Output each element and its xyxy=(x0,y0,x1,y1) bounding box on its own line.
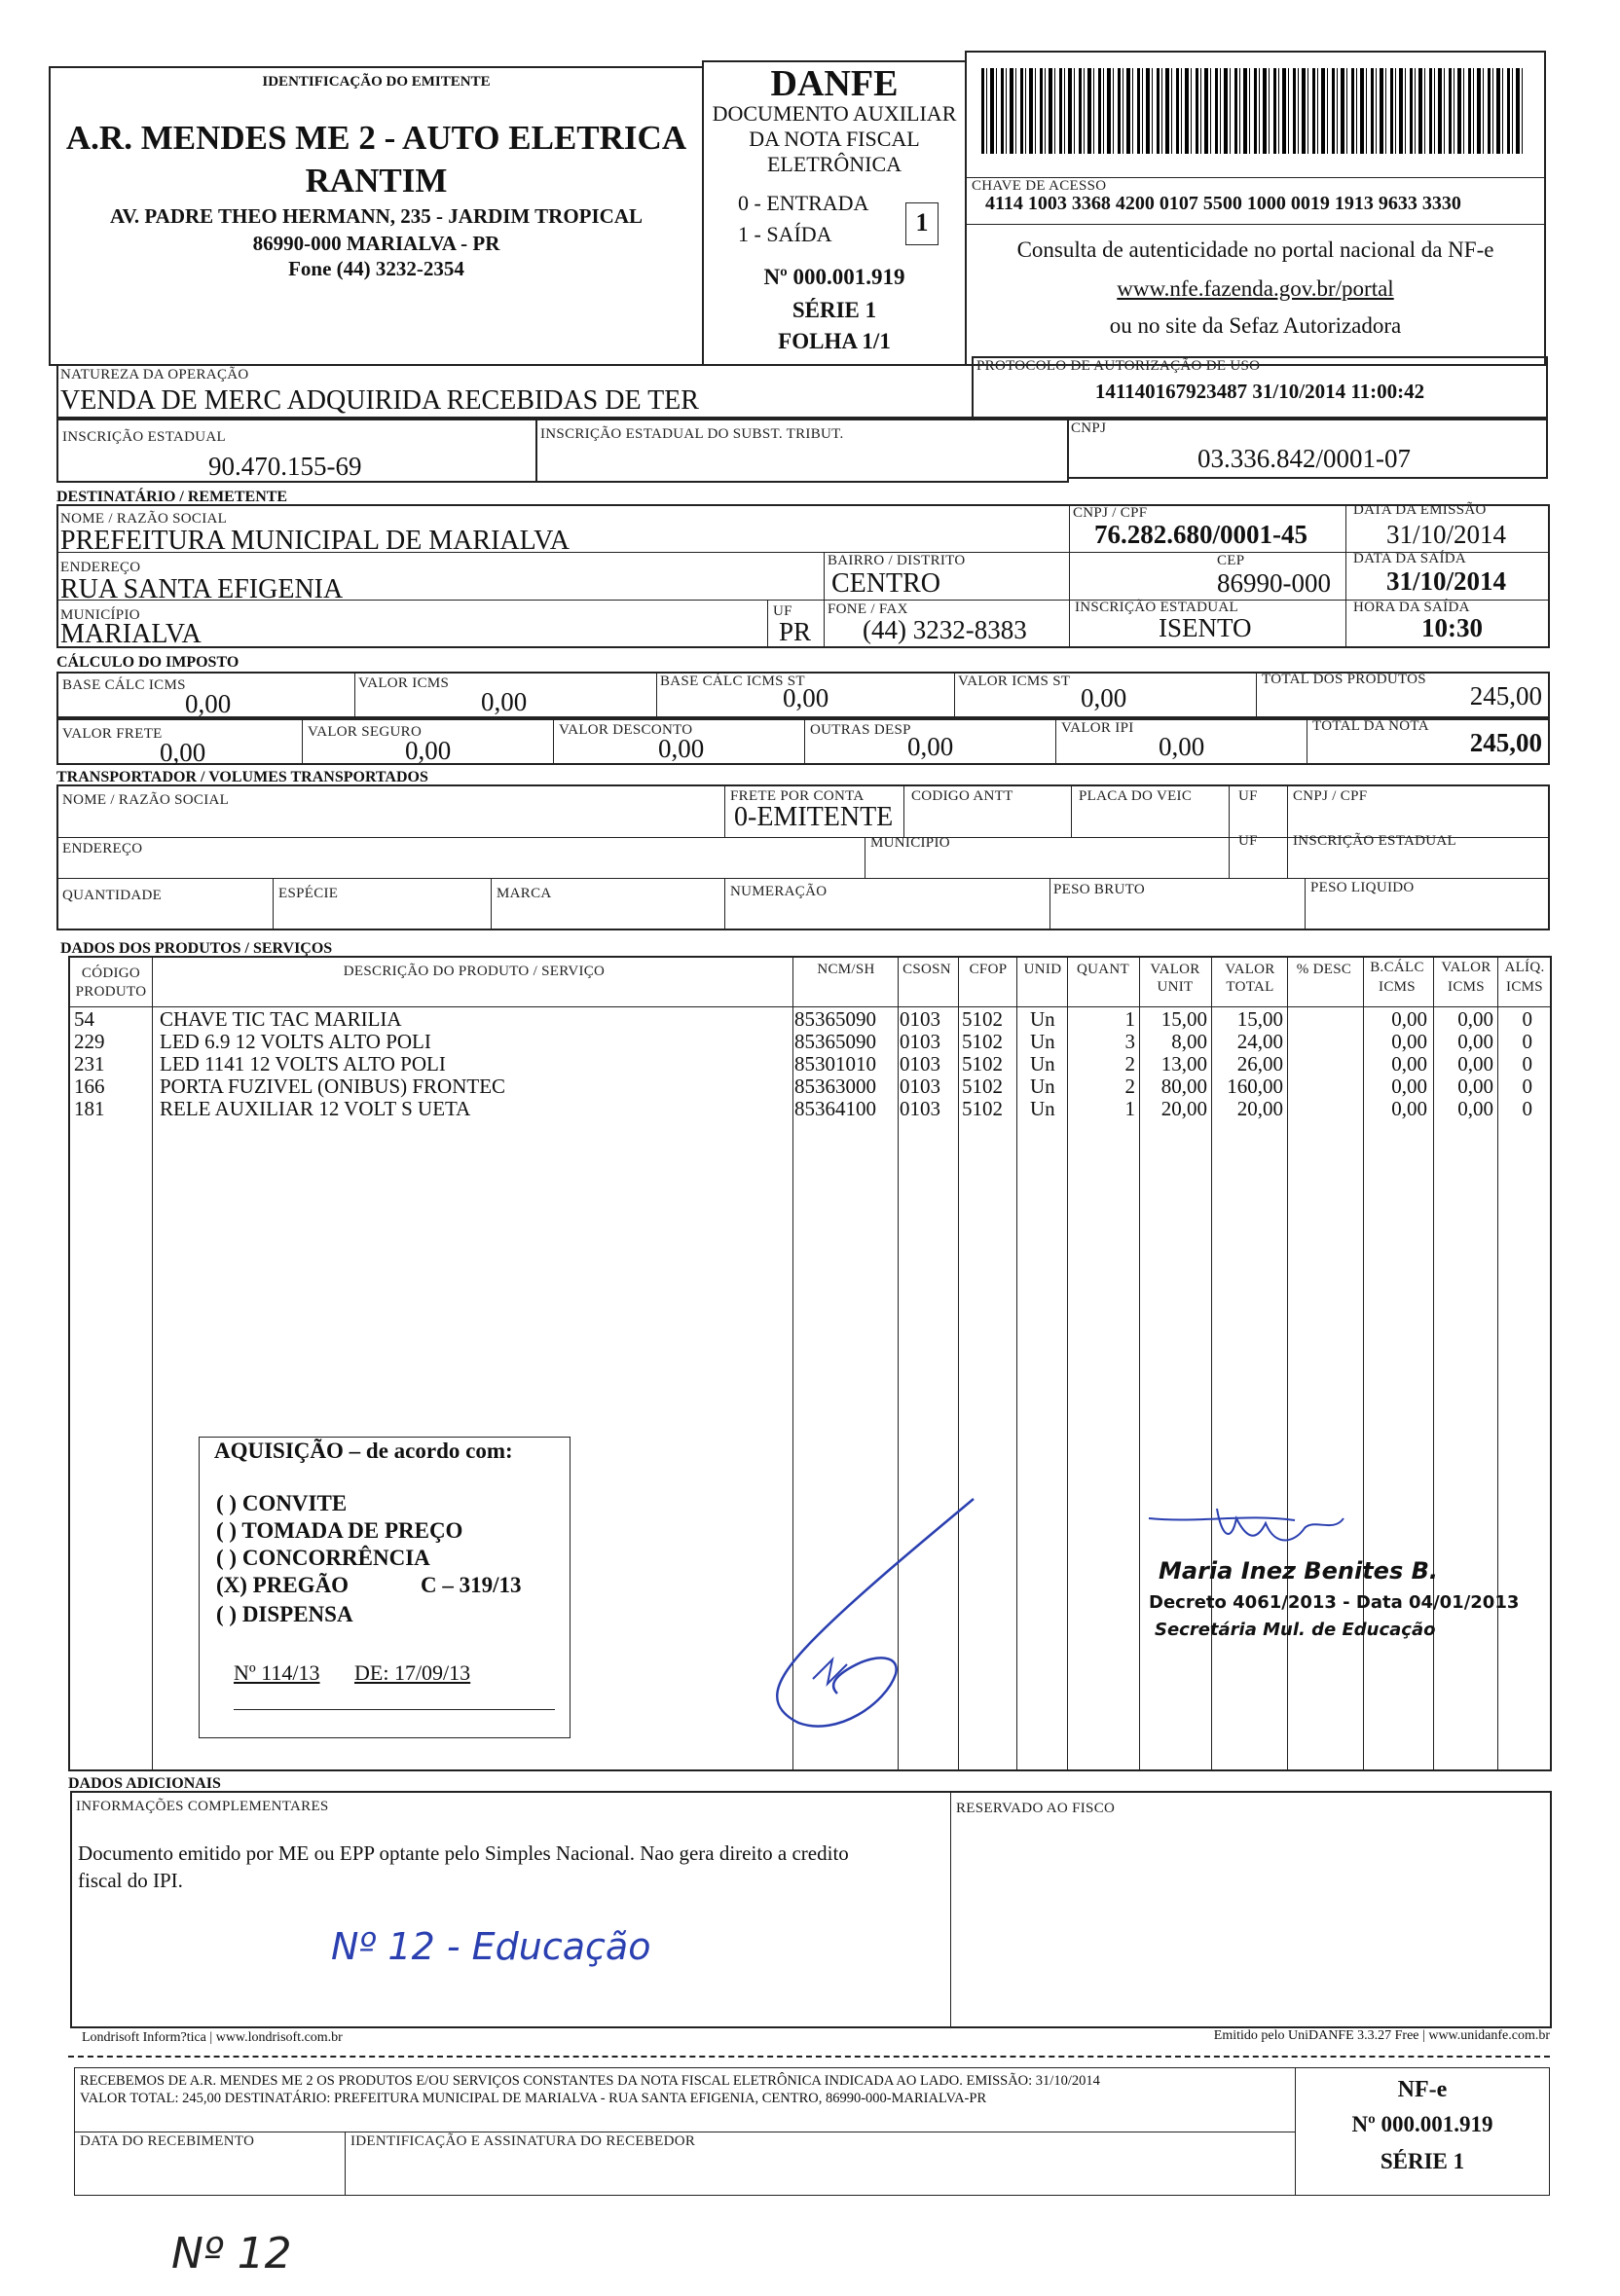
trans-quantidade-label: QUANTIDADE xyxy=(62,888,163,903)
total-produtos-label: TOTAL DOS PRODUTOS xyxy=(1262,672,1426,687)
consulta-line-3: ou no site da Sefaz Autorizadora xyxy=(1109,313,1402,338)
cnpj-value: 03.336.842/0001-07 xyxy=(1197,444,1411,473)
stamp-opt-5: ( ) DISPENSA xyxy=(216,1602,353,1626)
emitente-name-2: RANTIM xyxy=(305,162,448,200)
danfe-serie: SÉRIE 1 xyxy=(792,298,877,322)
imposto-section: CÁLCULO DO IMPOSTO xyxy=(56,654,239,671)
stamp-numero: Nº 114/13 xyxy=(234,1660,320,1685)
dest-hora-label: HORA DA SAÍDA xyxy=(1353,600,1470,615)
info-label: INFORMAÇÕES COMPLEMENTARES xyxy=(76,1799,329,1814)
footer-right: Emitido pelo UniDANFE 3.3.27 Free | www.unidanfe.com.br xyxy=(1213,2028,1550,2043)
dest-cnpj-label: CNPJ / CPF xyxy=(1073,505,1148,521)
danfe-subtitle-1: DOCUMENTO AUXILIAR xyxy=(712,101,957,126)
h-quant: QUANT xyxy=(1077,962,1129,977)
product-vicms: 0,00 xyxy=(1457,1030,1493,1053)
stamp-data: DE: 17/09/13 xyxy=(354,1660,471,1685)
h-desc: % DESC xyxy=(1296,962,1352,977)
fisco-label: RESERVADO AO FISCO xyxy=(956,1801,1116,1816)
product-descricao: PORTA FUZIVEL (ONIBUS) FRONTEC xyxy=(160,1075,506,1098)
barcode-image xyxy=(981,68,1527,154)
ipi-label: VALOR IPI xyxy=(1061,720,1134,736)
dest-cep: 86990-000 xyxy=(1217,568,1331,598)
product-csosn: 0103 xyxy=(900,1007,940,1031)
h-aliq-1: ALÍQ. xyxy=(1504,960,1545,975)
h-vtotal-1: VALOR xyxy=(1225,962,1275,977)
produtos-section: DADOS DOS PRODUTOS / SERVIÇOS xyxy=(60,940,333,957)
sig-name: Maria Inez Benites B. xyxy=(1159,1557,1438,1585)
dest-col-uf xyxy=(767,600,768,648)
base-icms-value: 0,00 xyxy=(185,689,232,718)
stamp-opt-4: (X) PREGÃO xyxy=(216,1573,350,1597)
info-line-2: fiscal do IPI. xyxy=(78,1869,183,1892)
product-aliq: 0 xyxy=(1522,1030,1532,1053)
produtos-column-line xyxy=(1211,956,1212,1771)
dest-col-cnpj xyxy=(1069,504,1070,648)
product-cfop: 5102 xyxy=(962,1097,1003,1120)
desconto-label: VALOR DESCONTO xyxy=(559,722,693,738)
product-vunit: 8,00 xyxy=(1171,1030,1207,1053)
trans-placa-label: PLACA DO VEIC xyxy=(1079,788,1193,804)
desconto-value: 0,00 xyxy=(658,734,705,763)
produtos-column-line xyxy=(1067,956,1068,1771)
trans-ie-label: INSCRIÇÃO ESTADUAL xyxy=(1293,833,1456,849)
h-codigo-2: PRODUTO xyxy=(75,984,147,1000)
natureza-label: NATUREZA DA OPERAÇÃO xyxy=(60,367,249,383)
imp-r1-c1 xyxy=(354,672,355,718)
product-ncm: 85363000 xyxy=(794,1075,876,1098)
outras-value: 0,00 xyxy=(907,732,954,761)
product-unid: Un xyxy=(1030,1052,1055,1075)
frete-label: VALOR FRETE xyxy=(62,726,163,742)
valor-icms-label: VALOR ICMS xyxy=(358,675,450,691)
dest-ie: ISENTO xyxy=(1159,613,1252,642)
handwritten-note: Nº 12 - Educação xyxy=(331,1925,651,1968)
chave-value: 4114 1003 3368 4200 0107 5500 1000 0019 1913 9633 3330 xyxy=(985,193,1461,214)
product-aliq: 0 xyxy=(1522,1097,1532,1120)
trans-col-cnpj xyxy=(1287,784,1288,878)
dest-endereco: RUA SANTA EFIGENIA xyxy=(60,574,344,604)
transportador-section: TRANSPORTADOR / VOLUMES TRANSPORTADOS xyxy=(56,769,428,785)
trans-frete-label: FRETE POR CONTA xyxy=(730,788,865,804)
chave-divider-2 xyxy=(965,224,1546,225)
trans-col-marca xyxy=(491,878,492,930)
sig-decreto: Decreto 4061/2013 - Data 04/01/2013 xyxy=(1149,1592,1520,1613)
dest-emissao: 31/10/2014 xyxy=(1386,520,1507,549)
dest-municipio-label: MUNICÍPIO xyxy=(60,607,140,623)
dest-emissao-label: DATA DA EMISSÃO xyxy=(1353,502,1487,518)
dest-nome: PREFEITURA MUNICIPAL DE MARIALVA xyxy=(60,526,571,556)
trans-endereco-label: ENDEREÇO xyxy=(62,841,143,856)
stamp-title: AQUISIÇÃO – de acordo com: xyxy=(214,1439,513,1463)
consulta-line-2: www.nfe.fazenda.gov.br/portal xyxy=(1117,276,1394,301)
product-csosn: 0103 xyxy=(900,1097,940,1120)
product-cfop: 5102 xyxy=(962,1052,1003,1075)
product-bcalc: 0,00 xyxy=(1391,1030,1427,1053)
h-vtotal-2: TOTAL xyxy=(1226,979,1274,995)
canhoto-date-divider xyxy=(345,2132,346,2196)
trans-cnpj-label: CNPJ / CPF xyxy=(1293,788,1368,804)
stamp-opt-4-ref: C – 319/13 xyxy=(421,1573,522,1597)
stamp-opt-2: ( ) TOMADA DE PREÇO xyxy=(216,1518,463,1543)
imp-r1-c4 xyxy=(1256,672,1257,718)
product-vunit: 80,00 xyxy=(1160,1075,1207,1098)
footer-left: Londrisoft Inform?tica | www.londrisoft.com.br xyxy=(82,2030,343,2045)
base-st-value: 0,00 xyxy=(783,683,829,712)
h-codigo-1: CÓDIGO xyxy=(81,966,141,981)
product-aliq: 0 xyxy=(1522,1052,1532,1075)
ie-subst-label: INSCRIÇÃO ESTADUAL DO SUBST. TRIBUT. xyxy=(540,426,844,442)
imp-r1-c2 xyxy=(656,672,657,718)
product-bcalc: 0,00 xyxy=(1391,1097,1427,1120)
h-csosn: CSOSN xyxy=(902,962,951,977)
canhoto-assinatura-label: IDENTIFICAÇÃO E ASSINATURA DO RECEBEDOR xyxy=(350,2133,696,2149)
dest-uf-label: UF xyxy=(773,603,792,619)
trans-row-2-divider xyxy=(56,878,1550,879)
product-codigo: 231 xyxy=(74,1052,105,1075)
dest-col-bairro xyxy=(824,552,825,648)
trans-liquido-label: PESO LIQUIDO xyxy=(1310,880,1415,895)
product-aliq: 0 xyxy=(1522,1007,1532,1031)
trans-uf-label-2: UF xyxy=(1238,833,1258,849)
trans-nome-label: NOME / RAZÃO SOCIAL xyxy=(62,792,230,808)
trans-marca-label: MARCA xyxy=(497,886,552,901)
emitente-city: 86990-000 MARIALVA - PR xyxy=(252,232,500,255)
dest-uf: PR xyxy=(779,617,812,646)
imp-r2-c1 xyxy=(302,718,303,765)
product-vicms: 0,00 xyxy=(1457,1097,1493,1120)
product-bcalc: 0,00 xyxy=(1391,1052,1427,1075)
produtos-column-line xyxy=(1287,956,1288,1771)
canhoto-data-label: DATA DO RECEBIMENTO xyxy=(80,2133,255,2149)
product-quant: 1 xyxy=(1124,1007,1135,1031)
product-ncm: 85364100 xyxy=(794,1097,876,1120)
outras-label: OUTRAS DESP xyxy=(810,722,911,738)
h-vicms-1: VALOR xyxy=(1441,960,1491,975)
trans-especie-label: ESPÉCIE xyxy=(278,886,339,901)
product-vicms: 0,00 xyxy=(1457,1052,1493,1075)
product-cfop: 5102 xyxy=(962,1007,1003,1031)
product-vtotal: 26,00 xyxy=(1236,1052,1283,1075)
signature-scribble xyxy=(740,1489,993,1742)
seguro-label: VALOR SEGURO xyxy=(308,724,423,740)
canhoto-line-2: VALOR TOTAL: 245,00 DESTINATÁRIO: PREFEITURA MUNICIPAL DE MARIALVA - RUA SANTA EFIGENIA, CENTRO, 86990-000-MARIALVA-PR xyxy=(80,2091,987,2106)
stamp-opt-1: ( ) CONVITE xyxy=(216,1491,348,1515)
info-line-1: Documento emitido por ME ou EPP optante pelo Simples Nacional. Nao gera direito a credito xyxy=(78,1841,849,1865)
ie-label: INSCRIÇÃO ESTADUAL xyxy=(62,429,226,445)
canhoto-numero: Nº 000.001.919 xyxy=(1351,2112,1493,2136)
danfe-subtitle-3: ELETRÔNICA xyxy=(766,152,902,176)
trans-col-uf xyxy=(1229,784,1230,878)
trans-col-antt xyxy=(903,784,904,837)
product-csosn: 0103 xyxy=(900,1052,940,1075)
adicionais-section: DADOS ADICIONAIS xyxy=(68,1775,221,1792)
total-nota-label: TOTAL DA NOTA xyxy=(1312,718,1429,734)
dest-hora: 10:30 xyxy=(1421,613,1483,642)
stamp-sign-line xyxy=(234,1709,555,1710)
bottom-handwritten: Nº 12 xyxy=(171,2229,292,2278)
emitente-address: AV. PADRE THEO HERMANN, 235 - JARDIM TROPICAL xyxy=(109,204,643,228)
danfe-numero: Nº 000.001.919 xyxy=(763,265,905,289)
dest-endereco-label: ENDEREÇO xyxy=(60,560,141,575)
product-descricao: LED 6.9 12 VOLTS ALTO POLI xyxy=(160,1030,431,1053)
dest-saida-label: DATA DA SAÍDA xyxy=(1353,551,1467,566)
produtos-column-line xyxy=(1363,956,1364,1771)
total-produtos-value: 245,00 xyxy=(1469,681,1542,711)
product-vtotal: 20,00 xyxy=(1236,1097,1283,1120)
h-cfop: CFOP xyxy=(969,962,1008,977)
product-vtotal: 160,00 xyxy=(1227,1075,1283,1098)
canhoto-line-1: RECEBEMOS DE A.R. MENDES ME 2 OS PRODUTOS E/OU SERVIÇOS CONSTANTES DA NOTA FISCAL ELETRÔNICA INDICADA AO LADO. EMISSÃO: 31/10/2014 xyxy=(80,2073,1100,2089)
base-icms-label: BASE CÁLC ICMS xyxy=(62,677,186,693)
trans-uf-label: UF xyxy=(1238,788,1258,804)
h-vicms-2: ICMS xyxy=(1448,979,1485,995)
emitente-phone: Fone (44) 3232-2354 xyxy=(288,257,464,280)
trans-col-liquido xyxy=(1305,878,1306,930)
product-vicms: 0,00 xyxy=(1457,1007,1493,1031)
dest-cep-label: CEP xyxy=(1217,553,1245,568)
product-vtotal: 24,00 xyxy=(1236,1030,1283,1053)
product-quant: 3 xyxy=(1124,1030,1135,1053)
imp-r2-c3 xyxy=(804,718,805,765)
product-vunit: 15,00 xyxy=(1160,1007,1207,1031)
h-aliq-2: ICMS xyxy=(1506,979,1543,995)
produtos-column-line xyxy=(1433,956,1434,1771)
product-descricao: LED 1141 12 VOLTS ALTO POLI xyxy=(160,1052,446,1075)
product-csosn: 0103 xyxy=(900,1030,940,1053)
produtos-column-line xyxy=(1016,956,1017,1771)
sig-cargo: Secretária Mul. de Educação xyxy=(1155,1620,1436,1640)
h-vunit-1: VALOR xyxy=(1150,962,1200,977)
canhoto-nfe: NF-e xyxy=(1397,2077,1448,2102)
valor-icms-value: 0,00 xyxy=(481,687,528,716)
emitente-name: A.R. MENDES ME 2 - AUTO ELETRICA xyxy=(65,119,687,157)
product-codigo: 229 xyxy=(74,1030,105,1053)
cnpj-label: CNPJ xyxy=(1071,420,1107,436)
dest-col-date xyxy=(1345,504,1346,648)
danfe-folha: FOLHA 1/1 xyxy=(778,329,891,353)
valor-st-label: VALOR ICMS ST xyxy=(958,674,1071,689)
product-bcalc: 0,00 xyxy=(1391,1075,1427,1098)
danfe-subtitle-2: DA NOTA FISCAL xyxy=(749,127,920,151)
dest-fone: (44) 3232-8383 xyxy=(863,615,1027,644)
h-bcalc-1: B.CÁLC xyxy=(1370,960,1424,975)
dest-nome-label: NOME / RAZÃO SOCIAL xyxy=(60,511,228,527)
trans-antt-label: CODIGO ANTT xyxy=(911,788,1013,804)
dest-ie-label: INSCRIÇÃO ESTADUAL xyxy=(1075,600,1238,615)
ipi-value: 0,00 xyxy=(1159,732,1205,761)
emitente-section-label: IDENTIFICAÇÃO DO EMITENTE xyxy=(262,74,491,90)
produtos-column-line xyxy=(152,956,153,1771)
product-vunit: 20,00 xyxy=(1160,1097,1207,1120)
product-unid: Un xyxy=(1030,1075,1055,1098)
product-csosn: 0103 xyxy=(900,1075,940,1098)
valor-st-value: 0,00 xyxy=(1081,683,1127,712)
product-codigo: 181 xyxy=(74,1097,105,1120)
consulta-line-1: Consulta de autenticidade no portal nacional da NF-e xyxy=(1016,237,1494,262)
danfe-title: DANFE xyxy=(770,63,899,104)
product-unid: Un xyxy=(1030,1097,1055,1120)
product-cfop: 5102 xyxy=(962,1030,1003,1053)
trans-municipio-label: MUNICIPIO xyxy=(870,835,950,851)
product-aliq: 0 xyxy=(1522,1075,1532,1098)
frete-value: 0,00 xyxy=(160,738,206,767)
dest-cnpj: 76.282.680/0001-45 xyxy=(1094,520,1307,549)
product-ncm: 85301010 xyxy=(794,1052,876,1075)
base-st-label: BASE CÁLC ICMS ST xyxy=(660,674,805,689)
stamp-opt-3: ( ) CONCORRÊNCIA xyxy=(216,1546,430,1570)
seguro-value: 0,00 xyxy=(405,736,452,765)
product-ncm: 85365090 xyxy=(794,1007,876,1031)
trans-numeracao-label: NUMERAÇÃO xyxy=(730,884,828,899)
dest-fone-label: FONE / FAX xyxy=(828,601,908,617)
danfe-saida: 1 - SAÍDA xyxy=(738,222,832,246)
destinatario-section: DESTINATÁRIO / REMETENTE xyxy=(56,489,288,505)
trans-bruto-label: PESO BRUTO xyxy=(1053,882,1145,897)
h-unid: UNID xyxy=(1023,962,1062,977)
dest-bairro-label: BAIRRO / DISTRITO xyxy=(828,553,966,568)
imp-r1-c3 xyxy=(954,672,955,718)
trans-col-numeracao xyxy=(724,878,725,930)
product-bcalc: 0,00 xyxy=(1391,1007,1427,1031)
ie-value: 90.470.155-69 xyxy=(208,452,362,481)
natureza-value: VENDA DE MERC ADQUIRIDA RECEBIDAS DE TER xyxy=(60,385,699,416)
h-descricao: DESCRIÇÃO DO PRODUTO / SERVIÇO xyxy=(343,964,606,979)
product-cfop: 5102 xyxy=(962,1075,1003,1098)
adicionais-divider xyxy=(950,1791,951,2028)
danfe-entrada: 0 - ENTRADA xyxy=(738,191,869,215)
product-ncm: 85365090 xyxy=(794,1030,876,1053)
h-vunit-2: UNIT xyxy=(1157,979,1194,995)
h-ncm: NCM/SH xyxy=(817,962,875,977)
product-codigo: 166 xyxy=(74,1075,105,1098)
product-descricao: CHAVE TIC TAC MARILIA xyxy=(160,1007,402,1031)
produtos-column-line xyxy=(1497,956,1498,1771)
total-nota-value: 245,00 xyxy=(1469,728,1542,757)
product-vicms: 0,00 xyxy=(1457,1075,1493,1098)
danfe-tipo-box: 1 xyxy=(905,202,939,245)
canhoto-serie: SÉRIE 1 xyxy=(1380,2149,1465,2173)
protocolo-label: PROTOCOLO DE AUTORIZAÇÃO DE USO xyxy=(976,358,1261,374)
trans-col-especie xyxy=(273,878,274,930)
imp-r2-c2 xyxy=(553,718,554,765)
protocolo-value: 141140167923487 31/10/2014 11:00:42 xyxy=(1094,380,1425,403)
trans-col-frete xyxy=(724,784,725,837)
secretaria-signature xyxy=(1139,1499,1373,1557)
cut-line xyxy=(68,2056,1550,2058)
dest-municipio: MARIALVA xyxy=(60,619,202,649)
imp-r2-c4 xyxy=(1055,718,1056,765)
adicionais-box xyxy=(70,1791,1552,2028)
trans-col-placa xyxy=(1071,784,1072,837)
dest-bairro: CENTRO xyxy=(831,568,940,599)
h-bcalc-2: ICMS xyxy=(1379,979,1416,995)
trans-frete-value: 0-EMITENTE xyxy=(734,802,894,832)
product-unid: Un xyxy=(1030,1030,1055,1053)
chave-label: CHAVE DE ACESSO xyxy=(972,178,1107,194)
product-quant: 2 xyxy=(1124,1052,1135,1075)
trans-col-bruto xyxy=(1049,878,1050,930)
product-vunit: 13,00 xyxy=(1160,1052,1207,1075)
product-unid: Un xyxy=(1030,1007,1055,1031)
product-quant: 1 xyxy=(1124,1097,1135,1120)
product-codigo: 54 xyxy=(74,1007,94,1031)
product-vtotal: 15,00 xyxy=(1236,1007,1283,1031)
product-quant: 2 xyxy=(1124,1075,1135,1098)
dest-saida: 31/10/2014 xyxy=(1386,566,1507,596)
product-descricao: RELE AUXILIAR 12 VOLT S UETA xyxy=(160,1097,471,1120)
